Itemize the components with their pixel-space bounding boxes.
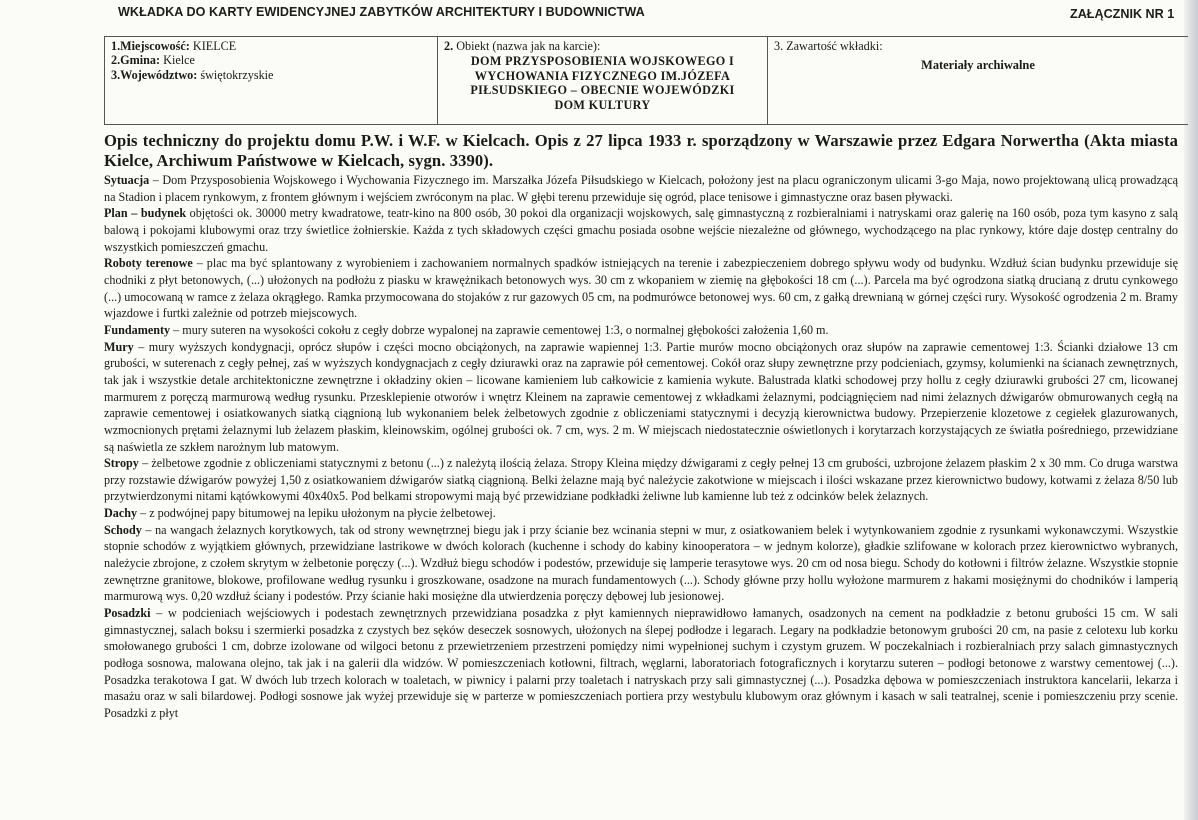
annex-label: ZAŁĄCZNIK NR 1 [1070,7,1175,21]
object-name-line: DOM KULTURY [554,97,651,112]
commune-row [111,53,431,67]
object-name-line: WYCHOWANIA FIZYCZNEGO IM.JÓZEFA [474,68,731,83]
object-name [444,54,761,112]
section-lead: – budynek [127,206,187,221]
section-roofs [104,505,1178,522]
section-text: – z podwójnej papy bitumowej na lepiku ułożonym na płycie żelbetowej. [137,506,496,521]
locality-label: 1.Miejscowość: [111,39,190,53]
locality-value: KIELCE [189,39,237,53]
section-label: Stropy [104,456,139,471]
object-label: Obiekt (nazwa jak na karcie): [453,39,601,53]
section-site-works [104,255,1178,322]
object-label-row [444,39,761,53]
commune-label: 2.Gmina: [111,53,161,68]
section-situation [104,172,1178,205]
section-text: – Dom Przysposobienia Wojskowego i Wychowania Fizycznego im. Marszałka Józefa Piłsudskiego w Kielcach, położony jest na placu ograniczonym ulicami 3-go Maja, nowo projektowaną ulicą prowadzącą na Stadion i placem rynkowym, z frontem głównym i wejściem zwróconym na plac. W głębi terenu przewiduje się ogród, place tenisowe i gimnastyczne oraz basen pływacki. [104,173,1178,204]
section-text: – mury suteren na wysokości cokołu z cegły dobrze wypalonej na zaprawie cementowej 1:3, o normalnej głębokości założenia 1,60 m. [170,322,829,337]
contents-label: 3. Zawartość wkładki: [774,39,883,53]
section-plan [104,205,1178,255]
section-label: Plan [104,206,128,221]
voivodeship-value: świętokrzyskie [197,67,274,82]
commune-value: Kielce [160,53,195,68]
section-stairs [104,522,1178,605]
section-text: – w podcieniach wejściowych i podestach zewnętrznych przewidziana posadzka z płyt kamiennych nieprawidłowo łamanych, osadzonych na cement na podkładzie z betonu grubości 15 cm. W sali gimnastycznej, salach boksu i szermierki posadzka z czystych bez sęków deseczek sosnowych, ułożonych na ślepej podłodze i legarach. Legary na podkładzie betonowym grubości 20 cm, na pasie z celotexu lub korku smołowanego grubości 1 cm, dobrze izolowane od wilgoci betonu z przewietrzeniem przestrzeni pomiędzy nimi wypełnionej suchym i czystym gruzem. W poczekalniach i rozbieralniach przy salach gimnastycznych podłoga sosnowa, malowana olejno, tak jak i na galerii dla widzów. W pomieszczeniach kotłowni, filtrach, węglarni, laboratoriach fotograficznych i korytarzu suteren – podłogi betonowe z warstwy cementowej (...). Posadzka terakotowa I gat. W dwóch lub trzech kolorach w toaletach, w piwnicy i palarni przy toaletach i natryskach przy sali gimnastycznej (...). Posadzka dębowa w pomieszczeniach instruktora kancelarii, lekarza i masażu oraz w sali bilardowej. Podłogi sosnowe jak wyżej przewiduje się w parterze w pomieszczeniach portiera przy westybulu klubowym oraz głównym i kasach w sali teatralnej, scenie i pomieszczeniu przy scenie. Posadzki z płyt [104,606,1178,720]
object-name-line: DOM PRZYSPOSOBIENIA WOJSKOWEGO I [470,54,735,69]
section-label: Posadzki [104,606,151,621]
locality-row [111,39,431,53]
section-label: Schody [104,522,142,537]
section-text: – na wangach żelaznych korytkowych, tak od strony wewnętrznej biegu jak i przy ścianie bez wcinania stepni w mur, z osiatkowaniem belek i wytynkowaniem zgodnie z rysunkami wykonawczymi. Wszystkie stopnie schodów z wyjątkiem głównych, przewidziane lastrikowe w dwóch kolorach (kuchenne i schody do kabiny kinooperatora – w jednym kolorze), gładkie szlifowane w kolorach przez kierownictwo wybranych, należycie zbrojone, z czołem skrytym w żelbetonie poręczy (...). Wzdłuż biegu schodów i podestów, przewiduje się lamperie terasytowe wys. 20 cm od nosa biegu. Schody do kotłowni i filtrów żelazne. Wszystkie stopnie zewnętrzne granitowe, blokowe, profilowane według rysunku i groszkowane, osadzone na murach fundamentowych (...). Schody główne przy hollu wyłożone marmurem z hakami mosiężnymi do chodników i lamperią marmurową wys. 0,20 wzdłuż ściany i podestów. Przy ścianie haki mosiężne dla utwierdzenia poręczy dębowej lub jesionowej. [104,522,1178,604]
section-text: – plac ma być splantowany z wyrobieniem i zachowaniem normalnych spadków istniejących na terenie i zabezpieczeniem dobrego spływu wody od budynku. Wzdłuż ścian budynku przewiduje się chodniki z płyt betonowych, (...) ułożonych na podłożu z piasku w krawężnikach betonowych wys. 30 cm z wkopaniem w ziemię na głębokości 18 cm (...). Parcela ma być ogrodzona siatką drucianą z drutu cynkowego (...) umocowaną w ramce z żelaza okrągłego. Ramka przymocowana do stojaków z rur gazowych 05 cm, na podmurówce betonowej wys. 60 cm, z gałką drewnianą w górnej części rury. Wysokość ogrodzenia 2 m. Bramy wjazdowe i furtki zależnie od potrzeb miejscowych. [104,256,1178,321]
record-card-table [104,36,1188,125]
object-cell [438,37,768,124]
section-text: – żelbetowe zgodnie z obliczeniami statycznymi z betonu (...) z należytą ilością żelaza. Stropy Kleina między dźwigarami z cegły pełnej 13 cm grubości, uzbrojone żelazem płaskim 2 x 30 mm. Co druga warstwa przy rozstawie dźwigarów powyżej 1,50 z osiatkowaniem dźwigarów siatką ciągnioną. Belki żelazne mają być należycie zakotwione w miejscach i ilości wskazane przez kierownictwo budowy, kotwami z żelaza 8/50 lub przytwierdzonymi nitami kątówkowymi 40x40x5. Pod belkami stropowymi mają być przewidziane podkładki żeliwne lub kamienne lub też z odcinków belek żelaznych. [104,456,1178,504]
voivodeship-row [111,68,431,82]
technical-description [104,172,1178,722]
section-text: objętości ok. 30000 metry kwadratowe, teatr-kino na 800 osób, 30 pokoi dla organizacji wojskowych, salę gimnastyczną z rozbieralniami i natryskami oraz galerię na 160 osób, poza tym kasyno z salą balową i pokojami klubowymi oraz trzy świetlice żołnierskie. Każda z tych składowych części gmachu posiada osobne wejście niezależne od głównego, wychodzącego na plac rynkowy, które daje dostęp centralny do wszystkich pomieszczeń gmachu. [104,206,1178,254]
section-foundations [104,322,1178,339]
section-label: Roboty terenowe [104,256,193,271]
section-label: Fundamenty [104,322,171,337]
contents-value: Materiały archiwalne [921,58,1035,73]
form-title: WKŁADKA DO KARTY EWIDENCYJNEJ ZABYTKÓW ARCHITEKTURY I BUDOWNICTWA [118,5,645,19]
contents-cell [768,37,1188,124]
section-ceilings [104,455,1178,505]
section-label: Mury [104,339,134,354]
object-label-number: 2. [444,39,454,53]
object-name-line: PIŁSUDSKIEGO – OBECNIE WOJEWÓDZKI [470,83,735,98]
section-label: Dachy [104,506,138,521]
document-title: Opis techniczny do projektu domu P.W. i W.F. w Kielcach. Opis z 27 lipca 1933 r. sporządzony w Warszawie przez Edgara Norwertha (Akta miasta Kielce, Archiwum Państwowe w Kielcach, sygn. 3390). [104,131,1178,170]
section-text: – mury wyższych kondygnacji, oprócz słupów i części mocno obciążonych, na zaprawie wapiennej 1:3. Partie murów mocno obciążonych oraz słupów na zaprawie cementowej 1:3. Ścianki działowe 13 cm grubości, w suterenach z cegły pełnej, zaś w wyższych kondygnacjach z cegły dziurawki oraz na zaprawie pół cementowej. Cokół oraz słupy zewnętrzne przy podcieniach, gzymsy, kolumienki na ścianach zewnętrznych, tak jak i wszystkie detale architektoniczne zewnętrzne i okładziny okien – licowane kamieniem lub całkowicie z kamienia wykute. Balustrada klatki schodowej przy hollu z cegły dziurawki grubości 27 cm, licowanej marmurem z poręczą marmurową według rysunku. Przesklepienie otworów i wnętrz Kleinem na zaprawie cementowej z wkładkami żelaznymi, podciągnięciem nad nimi żelaznych dźwigarów obmurowanych cegłą na zaprawie cementowej i osiatkowanych siatką ciągnioną lub wykonaniem belek żelbetowych zgodnie z obliczeniami statycznymi i decyzją kierownictwa budowy. Przepierzenie klozetowe z cegiełek glazurowanych, wzmocnionych prętami żelaznymi lub żelazem płaskim, kleinowskim, ogólnej grubości ok. 7 cm, wys. 2 m. W miejscach niedostatecznie oświetlonych i korytarzach korzystających ze światła pośredniego, przewidziane są naświetla ze szkłem narożnym lub matowym. [104,339,1178,454]
section-floors [104,605,1178,722]
location-cell [105,37,438,124]
voivodeship-label: 3.Województwo: [111,67,198,82]
section-label: Sytuacja [104,173,150,187]
section-walls [104,339,1178,456]
